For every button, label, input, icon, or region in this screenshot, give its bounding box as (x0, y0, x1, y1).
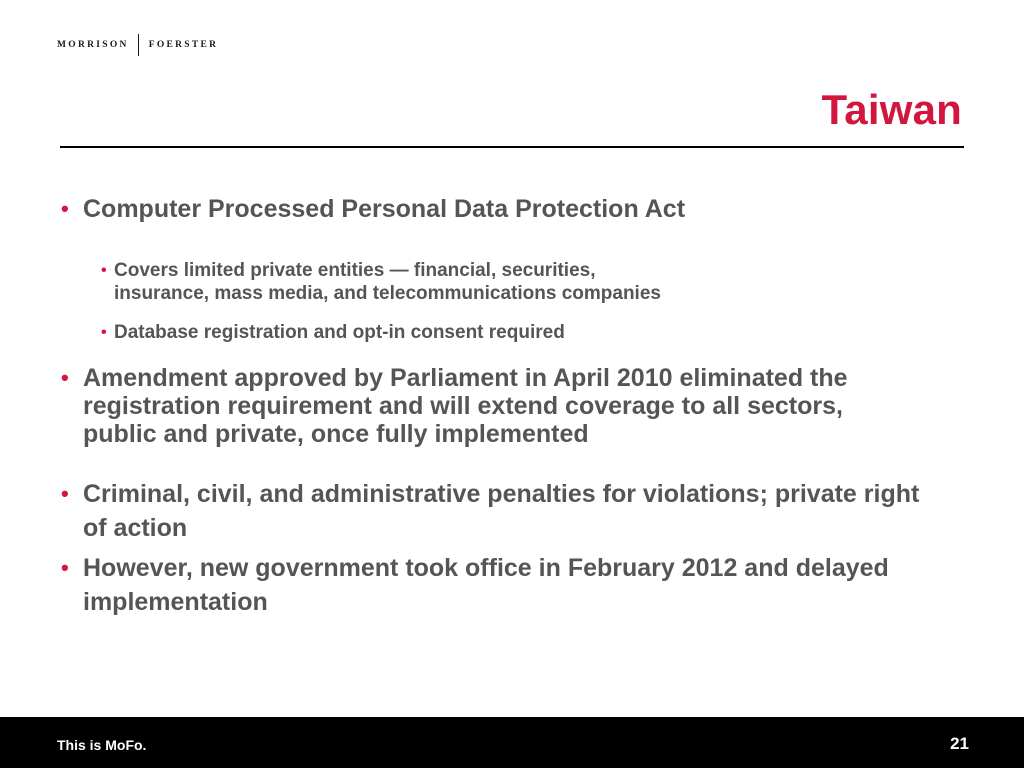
logo-right-word: FOERSTER (148, 40, 219, 50)
bullet-dot-icon: • (61, 365, 69, 390)
slide-title: Taiwan (821, 86, 962, 133)
bullet-text: Amendment approved by Parliament in April 2010 eliminated the registration requirement and will extend coverage to all sectors, public and private, once fully implemented (83, 364, 848, 448)
logo-left-word: MORRISON (57, 40, 129, 50)
page-number: 21 (950, 734, 969, 753)
bullet-dot-icon: • (61, 196, 69, 221)
bullet-text: However, new government took office in February 2012 and delayed implementation (83, 554, 889, 616)
bullet-level1 (61, 551, 921, 619)
bullet-dot-icon: • (101, 324, 107, 341)
bullet-level2 (101, 321, 861, 344)
title-divider (60, 146, 964, 148)
bullet-level1 (61, 364, 921, 448)
logo-divider (138, 34, 139, 56)
bullet-text-line2: insurance, mass media, and telecommunications companies (114, 283, 661, 304)
bullet-text: Database registration and opt-in consent required (114, 322, 565, 343)
bullet-dot-icon: • (61, 481, 69, 506)
bullet-level1 (61, 195, 921, 223)
bullet-text-line1: Covers limited private entities — financial, securities, (114, 260, 596, 281)
company-logo (57, 34, 218, 56)
bullet-text: Computer Processed Personal Data Protection Act (83, 195, 686, 223)
bullet-dot-icon: • (61, 555, 69, 580)
footer-bar (0, 717, 1024, 768)
bullet-level2 (101, 259, 861, 305)
bullet-text: Criminal, civil, and administrative penalties for violations; private right of action (83, 480, 920, 542)
footer-tagline: This is MoFo. (57, 737, 147, 753)
bullet-level1 (61, 477, 921, 545)
bullet-dot-icon: • (101, 262, 107, 279)
